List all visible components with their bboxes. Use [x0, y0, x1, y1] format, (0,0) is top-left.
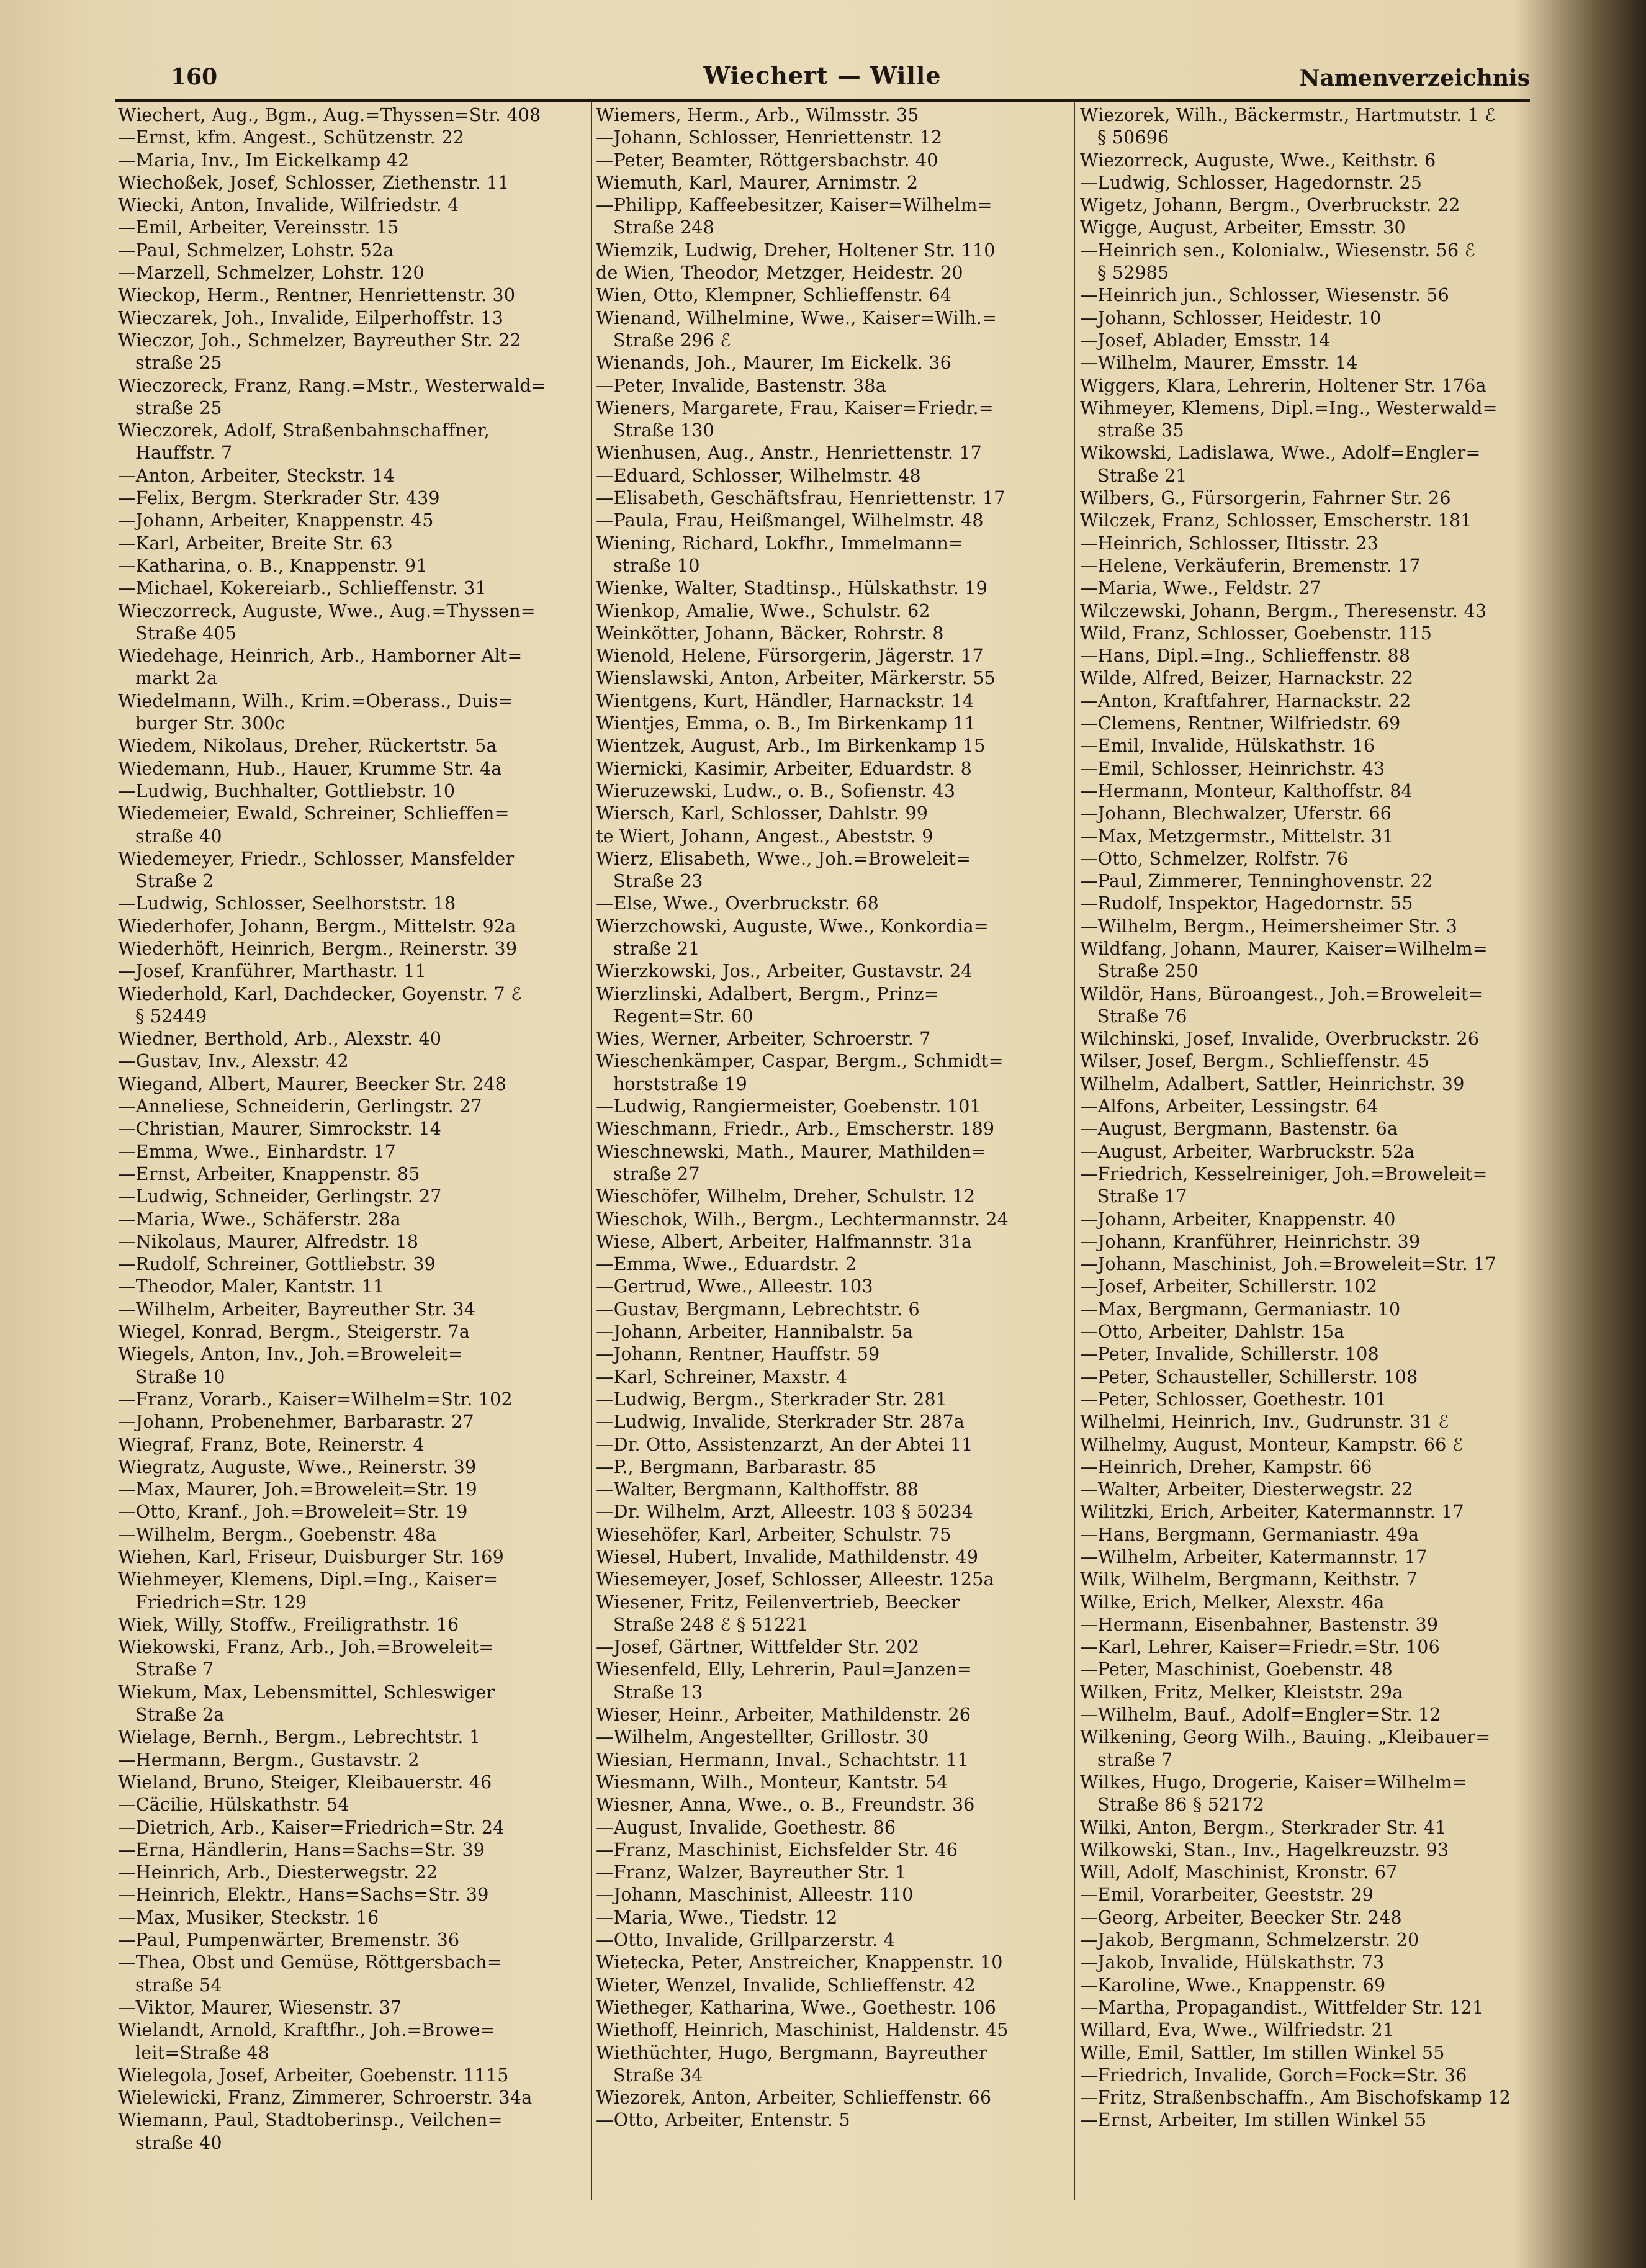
- directory-entry: Wien, Otto, Klempner, Schlieffenstr. 64: [596, 285, 952, 306]
- directory-entry: Wielandt, Arnold, Kraftfhr., Joh.=Browe=: [118, 2020, 495, 2041]
- directory-entry: —Ludwig, Buchhalter, Gottliebstr. 10: [118, 780, 456, 801]
- directory-entry: —Johann, Maschinist, Joh.=Broweleit=Str. 17: [1080, 1254, 1496, 1275]
- entry-continuation: Straße 405: [135, 623, 236, 644]
- directory-entry: —Gustav, Bergmann, Lebrechtstr. 6: [596, 1298, 920, 1320]
- directory-entry: —Ludwig, Schlosser, Seelhorststr. 18: [118, 893, 456, 914]
- directory-entry: —Nikolaus, Maurer, Alfredstr. 18: [118, 1231, 419, 1252]
- entry-continuation: Straße 76: [1097, 1006, 1187, 1027]
- directory-entry: —Emma, Wwe., Eduardstr. 2: [596, 1254, 857, 1275]
- directory-entry: Wiemers, Herm., Arb., Wilmsstr. 35: [596, 105, 919, 125]
- directory-entry: Wierzlinski, Adalbert, Bergm., Prinz=: [596, 983, 939, 1004]
- directory-entry: Wiedelmann, Wilh., Krim.=Oberass., Duis=: [118, 690, 513, 711]
- entry-continuation: Straße 17: [1097, 1186, 1187, 1207]
- directory-entry: —Karl, Lehrer, Kaiser=Friedr.=Str. 106: [1080, 1637, 1440, 1658]
- entry-continuation: § 52985: [1097, 263, 1169, 284]
- directory-entry: Wiegand, Albert, Maurer, Beecker Str. 248: [118, 1073, 507, 1094]
- column-1: [118, 104, 590, 2154]
- directory-entry: —Katharina, o. B., Knappenstr. 91: [118, 555, 428, 576]
- directory-entry: Wilkes, Hugo, Drogerie, Kaiser=Wilhelm=: [1080, 1771, 1467, 1793]
- directory-entry: Wieland, Bruno, Steiger, Kleibauerstr. 46: [118, 1771, 492, 1793]
- directory-entry: Wierz, Elisabeth, Wwe., Joh.=Broweleit=: [596, 848, 971, 869]
- directory-entry: —Ludwig, Rangiermeister, Goebenstr. 101: [596, 1096, 981, 1117]
- directory-entry: —Theodor, Maler, Kantstr. 11: [118, 1276, 385, 1297]
- directory-entry: Wienslawski, Anton, Arbeiter, Märkerstr. 55: [596, 668, 996, 689]
- entry-continuation: Straße 34: [613, 2064, 703, 2086]
- directory-entry: Wielewicki, Franz, Zimmerer, Schroerstr. 34a: [118, 2087, 533, 2108]
- directory-entry: Wiedemeyer, Friedr., Schlosser, Mansfelder: [118, 848, 515, 869]
- section-label: Namenverzeichnis: [1299, 65, 1530, 91]
- directory-entry: Wilke, Erich, Melker, Alexstr. 46a: [1080, 1591, 1385, 1613]
- directory-entry: —Peter, Beamter, Röttgersbachstr. 40: [596, 150, 938, 171]
- directory-entry: Wierzkowski, Jos., Arbeiter, Gustavstr. 24: [596, 961, 973, 982]
- directory-entry: Wiegratz, Auguste, Wwe., Reinerstr. 39: [118, 1456, 477, 1477]
- directory-entry: —Josef, Arbeiter, Schillerstr. 102: [1080, 1276, 1378, 1297]
- directory-entry: —Jakob, Invalide, Hülskathstr. 73: [1080, 1952, 1385, 1973]
- directory-entry: Wikowski, Ladislawa, Wwe., Adolf=Engler=: [1080, 443, 1481, 464]
- directory-entry: Wieczor, Joh., Schmelzer, Bayreuther Str. 22: [118, 330, 521, 351]
- entry-continuation: Straße 86 § 52172: [1097, 1794, 1265, 1816]
- directory-entry: —Johann, Probenehmer, Barbarastr. 27: [118, 1411, 474, 1433]
- entry-continuation: straße 7: [1097, 1749, 1173, 1770]
- directory-entry: —Elisabeth, Geschäftsfrau, Henriettenstr. 17: [596, 488, 1005, 509]
- directory-entry: —Wilhelm, Bergm., Heimersheimer Str. 3: [1080, 916, 1458, 937]
- directory-entry: Wiesemeyer, Josef, Schlosser, Alleestr. 125a: [596, 1569, 994, 1590]
- directory-entry: Wilhelm, Adalbert, Sattler, Heinrichstr. 39: [1080, 1073, 1465, 1094]
- directory-entry: Wiemzik, Ludwig, Dreher, Holtener Str. 110: [596, 240, 996, 261]
- entry-continuation: straße 21: [613, 938, 700, 959]
- directory-entry: Wiehmeyer, Klemens, Dipl.=Ing., Kaiser=: [118, 1569, 498, 1590]
- directory-entry: Wigetz, Johann, Bergm., Overbruckstr. 22: [1080, 195, 1460, 216]
- directory-entry: —Paul, Pumpenwärter, Bremenstr. 36: [118, 1930, 460, 1951]
- directory-entry: Wiechert, Aug., Bgm., Aug.=Thyssen=Str. 408: [118, 105, 541, 125]
- entry-continuation: straße 27: [613, 1163, 700, 1184]
- directory-entry: Wienold, Helene, Fürsorgerin, Jägerstr. 17: [596, 646, 984, 667]
- page-header: [115, 59, 1530, 96]
- directory-entry: Wiedemann, Hub., Hauer, Krumme Str. 4a: [118, 758, 502, 779]
- directory-entry: —Maria, Wwe., Schäferstr. 28a: [118, 1208, 401, 1230]
- directory-entry: —Franz, Vorarb., Kaiser=Wilhelm=Str. 102: [118, 1388, 513, 1410]
- directory-entry: Wiedem, Nikolaus, Dreher, Rückertstr. 5a: [118, 736, 497, 757]
- directory-entry: —Otto, Arbeiter, Dahlstr. 15a: [1080, 1321, 1345, 1343]
- directory-entry: Wilken, Fritz, Melker, Kleiststr. 29a: [1080, 1681, 1403, 1703]
- directory-entry: —Franz, Maschinist, Eichsfelder Str. 46: [596, 1839, 958, 1860]
- directory-entry: Willard, Eva, Wwe., Wilfriedstr. 21: [1080, 2020, 1395, 2041]
- directory-entry: Wiethüchter, Hugo, Bergmann, Bayreuther: [596, 2042, 987, 2063]
- directory-entry: Wiecki, Anton, Invalide, Wilfriedstr. 4: [118, 195, 459, 216]
- directory-entry: —Anneliese, Schneiderin, Gerlingstr. 27: [118, 1096, 482, 1117]
- directory-entry: Wiening, Richard, Lokfhr., Immelmann=: [596, 533, 964, 554]
- directory-entry: —Josef, Ablader, Emsstr. 14: [1080, 330, 1331, 351]
- directory-entry: —Anton, Arbeiter, Steckstr. 14: [118, 465, 395, 486]
- directory-entry: Wiederhöft, Heinrich, Bergm., Reinerstr. 39: [118, 938, 518, 959]
- entry-continuation: Straße 248 ℰ § 51221: [613, 1614, 809, 1635]
- entry-continuation: straße 10: [613, 555, 700, 576]
- directory-entry: Wiezorreck, Auguste, Wwe., Keithstr. 6: [1080, 150, 1436, 171]
- directory-entry: Wiersch, Karl, Schlosser, Dahlstr. 99: [596, 803, 929, 824]
- directory-entry: —Emil, Schlosser, Heinrichstr. 43: [1080, 758, 1385, 779]
- directory-entry: —Else, Wwe., Overbruckstr. 68: [596, 893, 879, 914]
- directory-entry: Wille, Emil, Sattler, Im stillen Winkel 55: [1080, 2042, 1445, 2063]
- entry-continuation: Regent=Str. 60: [613, 1006, 753, 1027]
- directory-entry: Wienands, Joh., Maurer, Im Eickelk. 36: [596, 353, 951, 374]
- entry-continuation: straße 40: [135, 826, 222, 847]
- directory-entry: —Peter, Maschinist, Goebenstr. 48: [1080, 1659, 1393, 1680]
- directory-entry: —Heinrich, Elektr., Hans=Sachs=Str. 39: [118, 1884, 489, 1906]
- entry-continuation: straße 35: [1097, 420, 1184, 441]
- entry-continuation: Straße 13: [613, 1681, 703, 1703]
- directory-entry: —Emil, Arbeiter, Vereinsstr. 15: [118, 217, 399, 238]
- directory-entry: Wieczorek, Adolf, Straßenbahnschaffner,: [118, 420, 490, 441]
- directory-entry: —Emil, Vorarbeiter, Geeststr. 29: [1080, 1884, 1374, 1906]
- directory-entry: —Johann, Arbeiter, Knappenstr. 45: [118, 510, 434, 531]
- directory-entry: Wiesian, Hermann, Inval., Schachtstr. 11: [596, 1749, 969, 1770]
- entry-continuation: Straße 21: [1097, 465, 1187, 486]
- directory-entry: —Maria, Inv., Im Eickelkamp 42: [118, 150, 410, 171]
- directory-entry: Wiederhold, Karl, Dachdecker, Goyenstr. 7 ℰ: [118, 983, 522, 1004]
- directory-entry: Wieter, Wenzel, Invalide, Schlieffenstr. 42: [596, 1974, 976, 1996]
- directory-entry: Wienand, Wilhelmine, Wwe., Kaiser=Wilh.=: [596, 307, 997, 328]
- directory-entry: —Maria, Wwe., Feldstr. 27: [1080, 578, 1321, 599]
- entry-continuation: Straße 250: [1097, 961, 1199, 982]
- directory-entry: Wiesehöfer, Karl, Arbeiter, Schulstr. 75: [596, 1524, 951, 1545]
- directory-entry: —Ludwig, Invalide, Sterkrader Str. 287a: [596, 1411, 965, 1433]
- directory-entry: Wiesmann, Wilh., Monteur, Kantstr. 54: [596, 1771, 948, 1793]
- directory-entry: —Johann, Schlosser, Heidestr. 10: [1080, 307, 1382, 328]
- directory-entry: —Walter, Arbeiter, Diesterwegstr. 22: [1080, 1479, 1413, 1500]
- directory-entry: —Paula, Frau, Heißmangel, Wilhelmstr. 48: [596, 510, 984, 531]
- directory-entry: —Paul, Zimmerer, Tenninghovenstr. 22: [1080, 871, 1433, 892]
- directory-entry: —Johann, Schlosser, Henriettenstr. 12: [596, 127, 943, 148]
- directory-entry: Wilczewski, Johann, Bergm., Theresenstr. 43: [1080, 600, 1487, 621]
- directory-entry: —Wilhelm, Bergm., Goebenstr. 48a: [118, 1524, 437, 1545]
- directory-entry: Wienhusen, Aug., Anstr., Henriettenstr. 17: [596, 443, 983, 464]
- directory-entry: —Heinrich jun., Schlosser, Wiesenstr. 56: [1080, 285, 1449, 306]
- directory-entry: Wilhelmy, August, Monteur, Kampstr. 66 ℰ: [1080, 1434, 1464, 1455]
- directory-entry: —Ernst, kfm. Angest., Schützenstr. 22: [118, 127, 464, 148]
- directory-entry: —Emil, Invalide, Hülskathstr. 16: [1080, 736, 1375, 757]
- directory-entry: Wiesenfeld, Elly, Lehrerin, Paul=Janzen=: [596, 1659, 972, 1680]
- directory-entry: Wilchinski, Josef, Invalide, Overbruckstr. 26: [1080, 1028, 1480, 1050]
- directory-entry: —Wilhelm, Maurer, Emsstr. 14: [1080, 353, 1358, 374]
- directory-entry: —Thea, Obst und Gemüse, Röttgersbach=: [118, 1952, 502, 1973]
- directory-entry: Wieruzewski, Ludw., o. B., Sofienstr. 43: [596, 780, 956, 801]
- directory-entry: Wilser, Josef, Bergm., Schlieffenstr. 45: [1080, 1051, 1429, 1072]
- entry-continuation: § 52449: [135, 1006, 207, 1027]
- directory-entry: Wieschok, Wilh., Bergm., Lechtermannstr. 24: [596, 1208, 1009, 1230]
- directory-entry: —Johann, Rentner, Hauffstr. 59: [596, 1344, 880, 1365]
- directory-entry: —Max, Musiker, Steckstr. 16: [118, 1907, 379, 1928]
- directory-entry: Wieczarek, Joh., Invalide, Eilperhoffstr. 13: [118, 307, 504, 328]
- directory-entry: Wieschmann, Friedr., Arb., Emscherstr. 189: [596, 1118, 995, 1140]
- directory-entry: —Johann, Maschinist, Alleestr. 110: [596, 1884, 914, 1906]
- directory-entry: —Dietrich, Arb., Kaiser=Friedrich=Str. 24: [118, 1817, 505, 1838]
- directory-entry: —Max, Bergmann, Germaniastr. 10: [1080, 1298, 1401, 1320]
- directory-entry: —Erna, Händlerin, Hans=Sachs=Str. 39: [118, 1839, 485, 1860]
- directory-entry: —Karl, Schreiner, Maxstr. 4: [596, 1366, 848, 1387]
- directory-entry: —Christian, Maurer, Simrockstr. 14: [118, 1118, 442, 1140]
- entry-continuation: Straße 23: [613, 871, 703, 892]
- entry-continuation: horststraße 19: [613, 1073, 747, 1094]
- entry-continuation: Straße 7: [135, 1659, 214, 1680]
- directory-entry: —Clemens, Rentner, Wilfriedstr. 69: [1080, 713, 1401, 734]
- directory-entry: —Anton, Kraftfahrer, Harnackstr. 22: [1080, 690, 1411, 711]
- directory-entry: Wieser, Heinr., Arbeiter, Mathildenstr. 26: [596, 1704, 971, 1726]
- entry-continuation: straße 25: [135, 353, 222, 374]
- directory-entry: —Ludwig, Bergm., Sterkrader Str. 281: [596, 1388, 948, 1410]
- directory-entry: —Heinrich, Schlosser, Iltisstr. 23: [1080, 533, 1379, 554]
- directory-entry: Wietheger, Katharina, Wwe., Goethestr. 106: [596, 1997, 997, 2018]
- entry-continuation: straße 54: [135, 1974, 222, 1996]
- directory-entry: Wilhelmi, Heinrich, Inv., Gudrunstr. 31 ℰ: [1080, 1411, 1449, 1433]
- directory-entry: Wielegola, Josef, Arbeiter, Goebenstr. 1115: [118, 2064, 509, 2086]
- directory-entry: Wiemann, Paul, Stadtoberinsp., Veilchen=: [118, 2110, 503, 2131]
- directory-entry: —Heinrich sen., Kolonialw., Wiesenstr. 56 ℰ: [1080, 240, 1476, 261]
- directory-entry: Wildfang, Johann, Maurer, Kaiser=Wilhelm=: [1080, 938, 1488, 959]
- directory-entry: —Johann, Arbeiter, Hannibalstr. 5a: [596, 1321, 914, 1343]
- directory-entry: —Hermann, Monteur, Kalthoffstr. 84: [1080, 780, 1413, 801]
- entry-continuation: Straße 296 ℰ: [613, 330, 731, 351]
- directory-entry: —Josef, Kranführer, Marthastr. 11: [118, 961, 427, 982]
- directory-entry: Wietecka, Peter, Anstreicher, Knappenstr. 10: [596, 1952, 1003, 1973]
- directory-entry: Wiese, Albert, Arbeiter, Halfmannstr. 31a: [596, 1231, 973, 1252]
- entry-continuation: Friedrich=Str. 129: [135, 1591, 307, 1613]
- directory-entry: Wienkop, Amalie, Wwe., Schulstr. 62: [596, 600, 930, 621]
- entry-continuation: Straße 248: [613, 217, 714, 238]
- directory-entry: —Johann, Kranführer, Heinrichstr. 39: [1080, 1231, 1421, 1252]
- directory-entry: —Rudolf, Inspektor, Hagedornstr. 55: [1080, 893, 1413, 914]
- directory-entry: Wiekowski, Franz, Arb., Joh.=Broweleit=: [118, 1637, 494, 1658]
- directory-entry: —Otto, Kranf., Joh.=Broweleit=Str. 19: [118, 1501, 468, 1523]
- directory-entry: —Georg, Arbeiter, Beecker Str. 248: [1080, 1907, 1402, 1928]
- directory-entry: —P., Bergmann, Barbarastr. 85: [596, 1456, 876, 1477]
- directory-entry: —Dr. Otto, Assistenzarzt, An der Abtei 11: [596, 1434, 973, 1455]
- directory-entry: Wiemuth, Karl, Maurer, Arnimstr. 2: [596, 172, 919, 193]
- directory-entry: Wiehen, Karl, Friseur, Duisburger Str. 169: [118, 1547, 504, 1567]
- running-title: Wiechert — Wille: [703, 61, 942, 89]
- directory-entry: Wieczorreck, Auguste, Wwe., Aug.=Thyssen=: [118, 600, 536, 621]
- directory-entry: Wieschöfer, Wilhelm, Dreher, Schulstr. 12: [596, 1186, 976, 1207]
- directory-entry: Wild, Franz, Schlosser, Goebenstr. 115: [1080, 623, 1432, 644]
- directory-entry: Wihmeyer, Klemens, Dipl.=Ing., Westerwald=: [1080, 397, 1498, 418]
- directory-entry: —Ernst, Arbeiter, Im stillen Winkel 55: [1080, 2110, 1427, 2131]
- directory-entry: —Cäcilie, Hülskathstr. 54: [118, 1794, 349, 1816]
- directory-entry: —Gertrud, Wwe., Alleestr. 103: [596, 1276, 873, 1297]
- directory-entry: —Friedrich, Invalide, Gorch=Fock=Str. 36: [1080, 2064, 1467, 2086]
- directory-entry: Wiezorek, Anton, Arbeiter, Schlieffenstr. 66: [596, 2087, 992, 2108]
- directory-entry: Wiederhofer, Johann, Bergm., Mittelstr. 92a: [118, 916, 516, 937]
- directory-entry: —Josef, Gärtner, Wittfelder Str. 202: [596, 1637, 920, 1658]
- directory-entry: —Gustav, Inv., Alexstr. 42: [118, 1051, 349, 1072]
- directory-entry: Wielage, Bernh., Bergm., Lebrechtstr. 1: [118, 1727, 481, 1748]
- entry-continuation: Straße 2: [135, 871, 214, 892]
- directory-entry: —Viktor, Maurer, Wiesenstr. 37: [118, 1997, 402, 2018]
- directory-entry: —Emma, Wwe., Einhardstr. 17: [118, 1141, 397, 1162]
- directory-entry: —Heinrich, Dreher, Kampstr. 66: [1080, 1456, 1372, 1477]
- directory-entry: Wienke, Walter, Stadtinsp., Hülskathstr. 19: [596, 578, 987, 599]
- directory-entry: —Johann, Blechwalzer, Uferstr. 66: [1080, 803, 1392, 824]
- directory-entry: —Martha, Propagandist., Wittfelder Str. 121: [1080, 1997, 1484, 2018]
- directory-entry: Wiedemeier, Ewald, Schreiner, Schlieffen=: [118, 803, 510, 824]
- directory-entry: Wilczek, Franz, Schlosser, Emscherstr. 181: [1080, 510, 1472, 531]
- directory-entry: —August, Bergmann, Bastenstr. 6a: [1080, 1118, 1398, 1140]
- directory-entry: Wilkowski, Stan., Inv., Hagelkreuzstr. 93: [1080, 1839, 1449, 1860]
- directory-entry: —Philipp, Kaffeebesitzer, Kaiser=Wilhelm=: [596, 195, 992, 216]
- directory-entry: —Eduard, Schlosser, Wilhelmstr. 48: [596, 465, 921, 486]
- directory-entry: Wilkening, Georg Wilh., Bauing. „Kleibauer=: [1080, 1727, 1491, 1748]
- directory-entry: Weinkötter, Johann, Bäcker, Rohrstr. 8: [596, 623, 944, 644]
- entry-continuation: burger Str. 300c: [135, 713, 286, 734]
- directory-entry: —Paul, Schmelzer, Lohstr. 52a: [118, 240, 394, 261]
- header-rule: [115, 99, 1530, 102]
- directory-entry: Wiesener, Fritz, Feilenvertrieb, Beecker: [596, 1591, 960, 1613]
- directory-entry: —Johann, Arbeiter, Knappenstr. 40: [1080, 1208, 1396, 1230]
- directory-entry: Wiekum, Max, Lebensmittel, Schleswiger: [118, 1681, 495, 1703]
- directory-entry: Wiedner, Berthold, Arb., Alexstr. 40: [118, 1028, 442, 1050]
- directory-entry: —Michael, Kokereiarb., Schlieffenstr. 31: [118, 578, 487, 599]
- directory-entry: —Max, Metzgermstr., Mittelstr. 31: [1080, 826, 1394, 847]
- directory-entry: —Wilhelm, Angestellter, Grillostr. 30: [596, 1727, 929, 1748]
- directory-entry: —Jakob, Bergmann, Schmelzerstr. 20: [1080, 1930, 1419, 1951]
- directory-entry: Wiedehage, Heinrich, Arb., Hamborner Alt=: [118, 646, 523, 667]
- entry-continuation: § 50696: [1097, 127, 1169, 148]
- directory-entry: —Otto, Arbeiter, Entenstr. 5: [596, 2110, 850, 2131]
- directory-entry: —Peter, Schausteller, Schillerstr. 108: [1080, 1366, 1418, 1387]
- directory-entry: —Peter, Invalide, Schillerstr. 108: [1080, 1344, 1379, 1365]
- column-divider: [591, 102, 592, 2200]
- directory-entry: Wieschenkämper, Caspar, Bergm., Schmidt=: [596, 1051, 1004, 1072]
- directory-entry: —Fritz, Straßenbschaffn., Am Bischofskamp 12: [1080, 2087, 1511, 2108]
- directory-entry: —Friedrich, Kesselreiniger, Joh.=Broweleit=: [1080, 1163, 1488, 1184]
- entry-continuation: straße 25: [135, 397, 222, 418]
- directory-entry: Wilbers, G., Fürsorgerin, Fahrner Str. 26: [1080, 488, 1451, 509]
- directory-entry: Wiegraf, Franz, Bote, Reinerstr. 4: [118, 1434, 425, 1455]
- page-number: 160: [171, 64, 218, 90]
- directory-entry: Wilk, Wilhelm, Bergmann, Keithstr. 7: [1080, 1569, 1418, 1590]
- entry-continuation: Straße 2a: [135, 1704, 225, 1726]
- directory-entry: —Felix, Bergm. Sterkrader Str. 439: [118, 488, 440, 509]
- directory-entry: —Maria, Wwe., Tiedstr. 12: [596, 1907, 838, 1928]
- directory-entry: Wientjes, Emma, o. B., Im Birkenkamp 11: [596, 713, 976, 734]
- directory-entry: Wiezorek, Wilh., Bäckermstr., Hartmutstr. 1 ℰ: [1080, 105, 1496, 125]
- column-divider: [1074, 102, 1075, 2200]
- directory-entry: —Rudolf, Schreiner, Gottliebstr. 39: [118, 1254, 436, 1275]
- directory-entry: —Karl, Arbeiter, Breite Str. 63: [118, 533, 393, 554]
- directory-entry: —Wilhelm, Arbeiter, Katermannstr. 17: [1080, 1547, 1428, 1567]
- directory-entry: Wiegel, Konrad, Bergm., Steigerstr. 7a: [118, 1321, 470, 1343]
- directory-entry: Wilde, Alfred, Beizer, Harnackstr. 22: [1080, 668, 1414, 689]
- entry-continuation: Straße 10: [135, 1366, 225, 1387]
- entry-continuation: Straße 130: [613, 420, 714, 441]
- directory-entry: Wieners, Margarete, Frau, Kaiser=Friedr.=: [596, 397, 994, 418]
- directory-entry: Wieczoreck, Franz, Rang.=Mstr., Westerwald=: [118, 375, 546, 396]
- directory-entry: —Heinrich, Arb., Diesterwegstr. 22: [118, 1862, 438, 1883]
- directory-entry: —Marzell, Schmelzer, Lohstr. 120: [118, 263, 425, 284]
- directory-entry: —Dr. Wilhelm, Arzt, Alleestr. 103 § 50234: [596, 1501, 974, 1523]
- entry-continuation: straße 40: [135, 2132, 222, 2153]
- directory-entry: —Peter, Invalide, Bastenstr. 38a: [596, 375, 886, 396]
- directory-entry: Wiek, Willy, Stoffw., Freiligrathstr. 16: [118, 1614, 459, 1635]
- directory-entry: Wildör, Hans, Büroangest., Joh.=Broweleit=: [1080, 983, 1483, 1004]
- directory-entry: Wiegels, Anton, Inv., Joh.=Broweleit=: [118, 1344, 463, 1365]
- directory-entry: Wieschnewski, Math., Maurer, Mathilden=: [596, 1141, 986, 1162]
- directory-entry: —Helene, Verkäuferin, Bremenstr. 17: [1080, 555, 1421, 576]
- directory-entry: —August, Arbeiter, Warbruckstr. 52a: [1080, 1141, 1415, 1162]
- directory-entry: —Wilhelm, Bauf., Adolf=Engler=Str. 12: [1080, 1704, 1441, 1726]
- directory-entry: Wiggers, Klara, Lehrerin, Holtener Str. 176a: [1080, 375, 1486, 396]
- directory-entry: —Max, Maurer, Joh.=Broweleit=Str. 19: [118, 1479, 477, 1500]
- directory-entry: —Wilhelm, Arbeiter, Bayreuther Str. 34: [118, 1298, 476, 1320]
- column-2: [596, 104, 1068, 2132]
- directory-entry: te Wiert, Johann, Angest., Abeststr. 9: [596, 826, 933, 847]
- directory-entry: —Ernst, Arbeiter, Knappenstr. 85: [118, 1163, 420, 1184]
- directory-entry: Wilki, Anton, Bergm., Sterkrader Str. 41: [1080, 1817, 1447, 1838]
- directory-entry: Wiernicki, Kasimir, Arbeiter, Eduardstr. 8: [596, 758, 972, 779]
- directory-entry: —Hans, Dipl.=Ing., Schlieffenstr. 88: [1080, 646, 1411, 667]
- directory-entry: Will, Adolf, Maschinist, Kronstr. 67: [1080, 1862, 1398, 1883]
- directory-entry: —Franz, Walzer, Bayreuther Str. 1: [596, 1862, 907, 1883]
- directory-entry: —Hans, Bergmann, Germaniastr. 49a: [1080, 1524, 1419, 1545]
- entry-continuation: markt 2a: [135, 668, 218, 689]
- directory-entry: —Hermann, Bergm., Gustavstr. 2: [118, 1749, 420, 1770]
- directory-entry: Wiechoßek, Josef, Schlosser, Ziethenstr. 11: [118, 172, 510, 193]
- directory-entry: Wiesner, Anna, Wwe., o. B., Freundstr. 36: [596, 1794, 975, 1816]
- directory-entry: —Peter, Schlosser, Goethestr. 101: [1080, 1388, 1387, 1410]
- directory-entry: —Walter, Bergmann, Kalthoffstr. 88: [596, 1479, 919, 1500]
- directory-entry: Wigge, August, Arbeiter, Emsstr. 30: [1080, 217, 1406, 238]
- directory-entry: —Otto, Schmelzer, Rolfstr. 76: [1080, 848, 1349, 869]
- directory-entry: de Wien, Theodor, Metzger, Heidestr. 20: [596, 263, 963, 284]
- entry-continuation: Hauffstr. 7: [135, 443, 233, 464]
- directory-entry: —Ludwig, Schlosser, Hagedornstr. 25: [1080, 172, 1423, 193]
- directory-entry: —Hermann, Eisenbahner, Bastenstr. 39: [1080, 1614, 1439, 1635]
- directory-entry: Wies, Werner, Arbeiter, Schroerstr. 7: [596, 1028, 931, 1050]
- directory-entry: Wientgens, Kurt, Händler, Harnackstr. 14: [596, 690, 974, 711]
- directory-entry: Wierzchowski, Auguste, Wwe., Konkordia=: [596, 916, 989, 937]
- directory-entry: —Ludwig, Schneider, Gerlingstr. 27: [118, 1186, 442, 1207]
- directory-entry: Wieckop, Herm., Rentner, Henriettenstr. 30: [118, 285, 516, 306]
- directory-entry: Wientzek, August, Arb., Im Birkenkamp 15: [596, 736, 986, 757]
- directory-entry: Wilitzki, Erich, Arbeiter, Katermannstr. 17: [1080, 1501, 1464, 1523]
- directory-entry: Wiesel, Hubert, Invalide, Mathildenstr. 49: [596, 1547, 979, 1567]
- directory-entry: —Otto, Invalide, Grillparzerstr. 4: [596, 1930, 895, 1951]
- directory-entry: —Karoline, Wwe., Knappenstr. 69: [1080, 1974, 1386, 1996]
- directory-entry: Wiethoff, Heinrich, Maschinist, Haldenstr. 45: [596, 2020, 1009, 2041]
- directory-entry: —Alfons, Arbeiter, Lessingstr. 64: [1080, 1096, 1378, 1117]
- directory-entry: —August, Invalide, Goethestr. 86: [596, 1817, 896, 1838]
- column-3: [1080, 104, 1539, 2132]
- entry-continuation: leit=Straße 48: [135, 2042, 270, 2063]
